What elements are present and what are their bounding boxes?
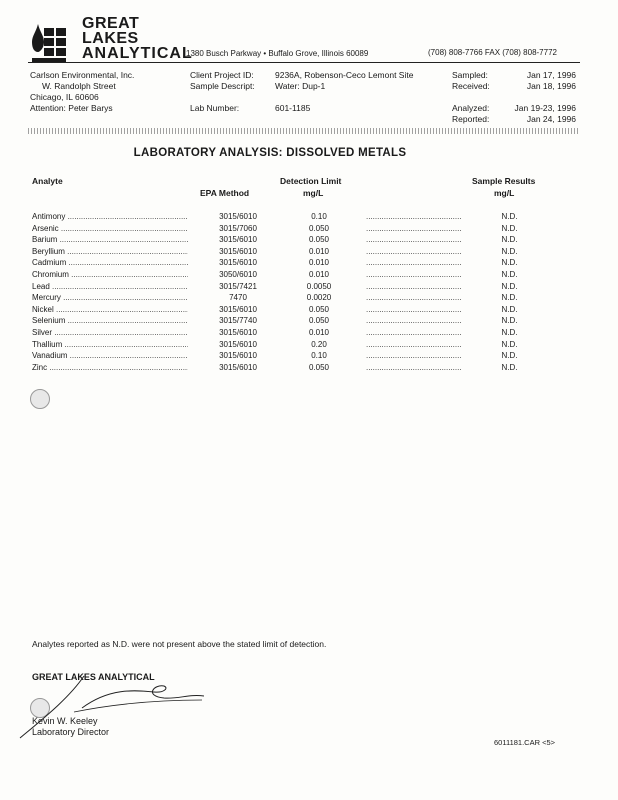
signatory xyxy=(32,716,109,738)
signatory-name: Kevin W. Keeley xyxy=(32,716,98,726)
sampled-value: Jan 17, 1996 xyxy=(526,70,576,80)
epa-method: 3015/6010 xyxy=(219,351,257,361)
brand-line-2: LAKES xyxy=(82,30,139,47)
epa-method: 3015/6010 xyxy=(219,258,257,268)
footnote: Analytes reported as N.D. were not present above the stated limit of detection. xyxy=(32,639,327,649)
leader-dots xyxy=(366,270,462,279)
analyte-name: Antimony ..... xyxy=(32,212,188,221)
leader-dots xyxy=(366,212,462,221)
sample-result: N.D. xyxy=(501,258,518,268)
detection-limit: 0.010 xyxy=(308,328,330,337)
epa-method: 7470 xyxy=(229,293,247,303)
leader-dots xyxy=(366,328,462,337)
analyzed-value: Jan 19-23, 1996 xyxy=(514,103,576,113)
leader-dots xyxy=(366,235,462,244)
sample-result: N.D. xyxy=(501,212,518,221)
sample-result: N.D. xyxy=(501,351,518,361)
project-labels xyxy=(190,70,255,114)
leader-dots xyxy=(366,351,462,360)
analyte-name: Cadmium ..... xyxy=(32,258,188,267)
epa-method: 3015/7060 xyxy=(219,223,257,233)
table-row xyxy=(32,258,572,270)
header-divider xyxy=(28,62,580,63)
table-row xyxy=(32,247,572,259)
leader-dots xyxy=(366,363,462,372)
sample-result: N.D. xyxy=(501,235,518,245)
sample-result: N.D. xyxy=(501,270,518,279)
table-row xyxy=(32,235,572,247)
date-labels xyxy=(452,70,490,125)
analyzed-label: Analyzed: xyxy=(452,103,490,113)
client-block xyxy=(30,70,134,114)
analyte-name: Thallium ..... xyxy=(32,340,188,349)
epa-method: 3015/7740 xyxy=(219,316,257,326)
company-logo xyxy=(30,20,70,64)
detection-limit: 0.010 xyxy=(308,270,330,279)
detection-limit: 0.10 xyxy=(311,212,327,221)
client-name: Carlson Environmental, Inc. xyxy=(30,70,135,80)
sample-result: N.D. xyxy=(501,281,518,291)
leader-dots xyxy=(366,316,462,325)
analyte-name: Lead ..... xyxy=(32,282,188,291)
detection-limit: 0.050 xyxy=(308,316,330,326)
leader-dots xyxy=(366,282,462,291)
sample-result: N.D. xyxy=(501,328,518,337)
epa-method: 3015/6010 xyxy=(219,235,257,245)
analyte-name: Vanadium ..... xyxy=(32,351,188,360)
analyte-name: Arsenic ..... xyxy=(32,224,188,233)
signature-company: GREAT LAKES ANALYTICAL xyxy=(32,672,155,682)
sampled-label: Sampled: xyxy=(452,70,488,80)
epa-method: 3050/6010 xyxy=(219,270,257,279)
leader-dots xyxy=(366,258,462,267)
sample-results-header: Sample Results xyxy=(472,176,536,186)
sample-result: N.D. xyxy=(501,339,518,349)
detection-limit: 0.050 xyxy=(308,235,330,245)
epa-method-header: EPA Method xyxy=(200,188,250,198)
leader-dots xyxy=(366,293,462,302)
lab-number-value: 601-1185 xyxy=(275,103,311,113)
detection-unit-header: mg/L xyxy=(303,188,324,198)
project-id-label: Client Project ID: xyxy=(190,70,254,80)
sample-desc-label: Sample Descript: xyxy=(190,81,255,91)
table-row xyxy=(32,328,572,340)
leader-dots xyxy=(366,224,462,233)
epa-method: 3015/6010 xyxy=(219,328,257,337)
sample-result: N.D. xyxy=(501,293,518,303)
table-row xyxy=(32,282,572,294)
epa-method: 3015/6010 xyxy=(219,339,257,349)
epa-method: 3015/6010 xyxy=(219,212,257,221)
table-row xyxy=(32,340,572,352)
detection-limit: 0.010 xyxy=(308,258,330,268)
results-unit-header: mg/L xyxy=(494,188,515,198)
date-values xyxy=(500,70,576,125)
client-street: W. Randolph Street xyxy=(42,81,116,91)
table-row xyxy=(32,316,572,328)
analyte-name: Mercury ..... xyxy=(32,293,188,302)
analyte-header: Analyte xyxy=(32,176,63,186)
table-row xyxy=(32,351,572,363)
leader-dots xyxy=(366,247,462,256)
analyte-name: Zinc ..... xyxy=(32,363,188,372)
lab-number-label: Lab Number: xyxy=(190,103,240,113)
brand-line-3: ANALYTICAL xyxy=(82,45,193,62)
analyte-name: Selenium ..... xyxy=(32,316,188,325)
sample-result: N.D. xyxy=(501,246,518,256)
detection-limit-header: Detection Limit xyxy=(280,176,342,186)
project-id-value: 9236A, Robenson-Ceco Lemont Site xyxy=(275,70,414,80)
detection-limit: 0.0020 xyxy=(306,293,332,303)
brand-line-1: GREAT xyxy=(82,15,140,32)
signatory-title: Laboratory Director xyxy=(32,727,110,737)
analyte-name: Barium ..... xyxy=(32,235,188,244)
detection-limit: 0.0050 xyxy=(306,281,332,291)
client-city: Chicago, IL 60606 xyxy=(30,92,99,102)
epa-method: 3015/6010 xyxy=(219,246,257,256)
table-row xyxy=(32,212,572,224)
report-title: LABORATORY ANALYSIS: DISSOLVED METALS xyxy=(133,147,407,159)
company-phone: (708) 808-7766 FAX (708) 808-7772 xyxy=(428,48,557,57)
table-row xyxy=(32,305,572,317)
leader-dots xyxy=(366,340,462,349)
project-values xyxy=(275,70,413,114)
epa-method: 3015/6010 xyxy=(219,304,257,314)
punch-hole xyxy=(30,389,50,409)
table-row xyxy=(32,270,572,282)
table-row xyxy=(32,293,572,305)
page-reference: 6011181.CAR <5> xyxy=(494,738,556,747)
company-address: 1380 Busch Parkway • Buffalo Grove, Illinois 60089 xyxy=(186,49,369,58)
header-hatch-divider xyxy=(28,128,580,134)
analyte-name: Beryllium ..... xyxy=(32,247,188,256)
sample-result: N.D. xyxy=(501,362,518,372)
epa-method: 3015/7421 xyxy=(219,281,257,291)
analyte-name: Silver ..... xyxy=(32,328,188,337)
sample-result: N.D. xyxy=(501,304,518,314)
reported-label: Reported: xyxy=(452,114,490,124)
detection-limit: 0.010 xyxy=(308,246,330,256)
detection-limit: 0.050 xyxy=(308,362,330,372)
detection-limit: 0.050 xyxy=(308,304,330,314)
detection-limit: 0.050 xyxy=(308,223,330,233)
epa-method: 3015/6010 xyxy=(219,362,257,372)
received-value: Jan 18, 1996 xyxy=(526,81,576,91)
detection-limit: 0.20 xyxy=(311,339,327,349)
detection-limit: 0.10 xyxy=(311,351,327,361)
client-attention: Attention: Peter Barys xyxy=(30,103,113,113)
analyte-name: Chromium ..... xyxy=(32,270,188,279)
reported-value: Jan 24, 1996 xyxy=(526,114,576,124)
sample-result: N.D. xyxy=(501,223,518,233)
sample-desc-value: Water: Dup-1 xyxy=(275,81,326,91)
table-row xyxy=(32,363,572,375)
leader-dots xyxy=(366,305,462,314)
sample-result: N.D. xyxy=(501,316,518,326)
analyte-name: Nickel ..... xyxy=(32,305,188,314)
table-row xyxy=(32,224,572,236)
received-label: Received: xyxy=(452,81,490,91)
